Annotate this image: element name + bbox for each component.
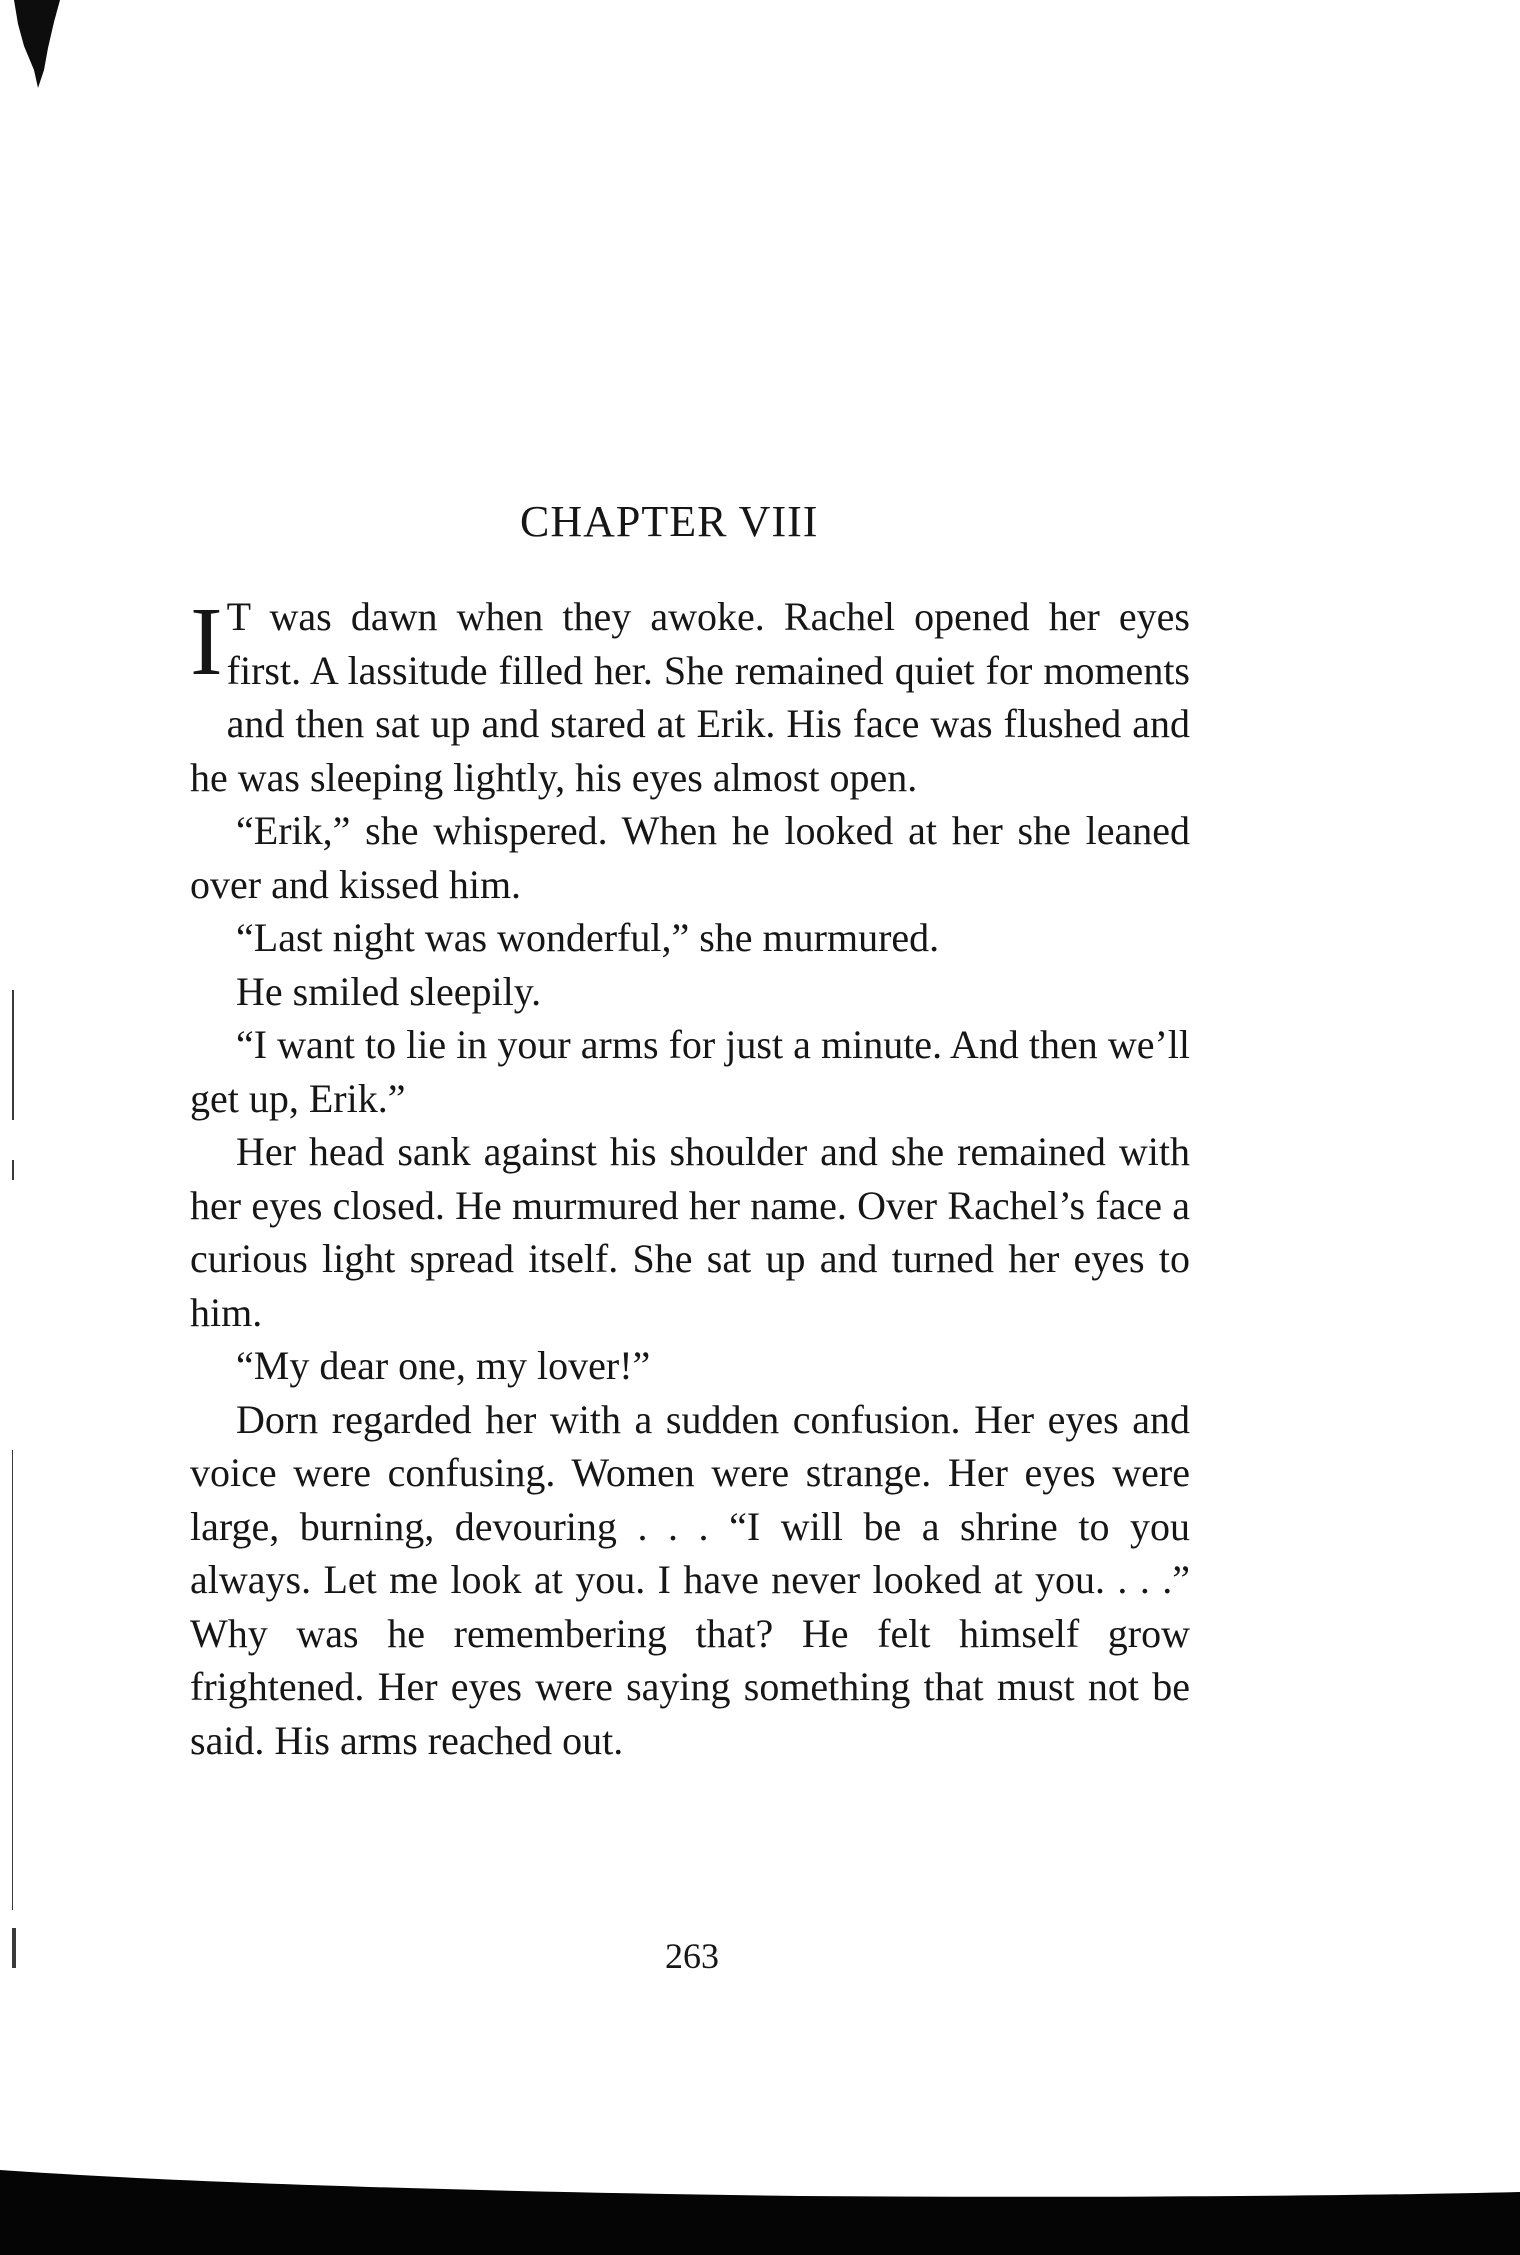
paragraph: Dorn regarded her with a sudden confusion. Her eyes and voice were confusing. Women were strange. Her eyes were large, burning, devouring . . . “I will be a shrine to you always. Let me look at you. I have never looked at you. . . .” Why was he remembering that? He felt himself grow frightened. Her eyes were saying something that must not be said. His arms reached out.: [190, 1396, 1190, 1763]
body-text: [190, 590, 1190, 1767]
scan-corner-mark: [14, 0, 60, 88]
paragraph: “I want to lie in your arms for just a minute. And then we’ll get up, Erik.”: [190, 1022, 1190, 1121]
paragraph: “My dear one, my lover!”: [236, 1343, 651, 1388]
scan-bottom-shadow: [0, 2160, 1520, 2255]
paragraph: “Last night was wonderful,” she murmured.: [236, 915, 940, 960]
page-number: 263: [665, 1936, 719, 1976]
scan-edge-line: [12, 1160, 14, 1180]
opening-text: T was dawn when they awoke. Rachel opened her eyes first. A lassitude filled her. She remained quiet for moments and then sat up and stared at Erik. His face was flushed and he was sleeping lightly, his eyes almost open.: [190, 594, 1190, 800]
paragraph: He smiled sleepily.: [236, 968, 542, 1014]
drop-cap: I: [190, 588, 223, 696]
scan-edge-line: [12, 1450, 13, 1910]
opening-paragraph: [190, 590, 1190, 804]
scan-edge-line: [12, 990, 14, 1120]
scan-edge-line: [12, 1928, 16, 1968]
paragraph: “Erik,” she whispered. When he looked at her she leaned over and kissed him.: [190, 808, 1190, 907]
paragraph: Her head sank against his shoulder and she remained with her eyes closed. He murmured her name. Over Rachel’s face a curious light spread itself. She sat up and turned her eyes to him.: [190, 1129, 1190, 1335]
chapter-heading: CHAPTER VIII: [520, 497, 819, 546]
